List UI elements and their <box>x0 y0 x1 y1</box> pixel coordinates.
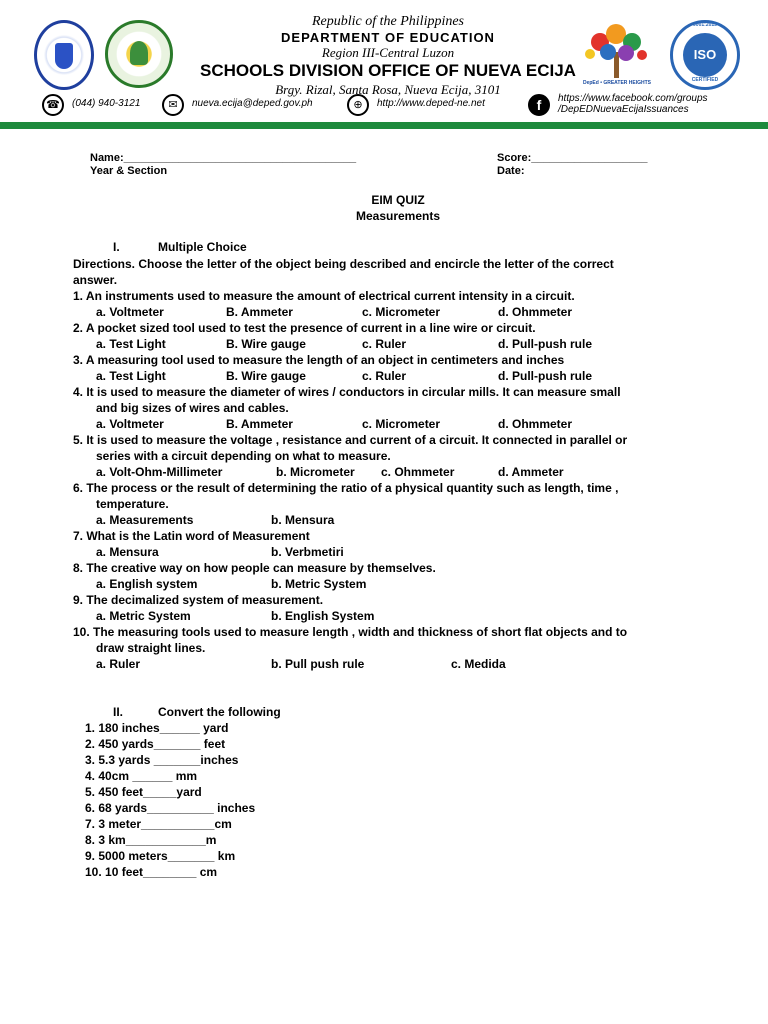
facebook-icon: f <box>528 94 550 116</box>
q5-choice-b[interactable]: b. Micrometer <box>276 465 355 479</box>
q1-choice-b[interactable]: B. Ammeter <box>226 305 293 319</box>
iso-certified-badge <box>670 20 740 90</box>
letterhead <box>0 0 768 130</box>
facebook-url-line1: https://www.facebook.com/groups <box>558 93 708 104</box>
conversion-item-9: 9. 5000 meters_______ km <box>85 849 236 863</box>
q4-choice-a[interactable]: a. Voltmeter <box>96 417 164 431</box>
iso-certified-label: CERTIFIED <box>691 77 719 83</box>
conversion-item-4: 4. 40cm ______ mm <box>85 769 198 783</box>
conversion-item-7: 7. 3 meter___________cm <box>85 817 232 831</box>
tree-logo-caption: DepEd • GREATER HEIGHTS <box>582 80 652 86</box>
q2-choice-b[interactable]: B. Wire gauge <box>226 337 306 351</box>
part2-heading: Convert the following <box>158 705 281 719</box>
q8-choice-a[interactable]: a. English system <box>96 577 198 591</box>
sdo-nueva-ecija-seal-logo <box>105 20 173 88</box>
deped-seal-logo <box>34 20 94 90</box>
republic-line: Republic of the Philippines <box>311 14 465 29</box>
q3-choice-d[interactable]: d. Pull-push rule <box>498 369 593 383</box>
letterhead-text <box>190 14 586 97</box>
date-field: Date: <box>497 165 525 177</box>
question-5-line1: 5. It is used to measure the voltage , resistance and current of a circuit. It connected in parallel or <box>73 433 628 447</box>
q1-choice-a[interactable]: a. Voltmeter <box>96 305 164 319</box>
q10-choice-b[interactable]: b. Pull push rule <box>271 657 365 671</box>
question-3: 3. A measuring tool used to measure the length of an object in centimeters and inches <box>73 353 565 367</box>
q1-choice-d[interactable]: d. Ohmmeter <box>498 305 573 319</box>
conversion-item-1: 1. 180 inches______ yard <box>85 721 229 735</box>
question-6-line2: temperature. <box>96 497 169 511</box>
question-10-line2: draw straight lines. <box>96 641 206 655</box>
q9-choice-a[interactable]: a. Metric System <box>96 609 191 623</box>
part1-heading: Multiple Choice <box>158 240 247 254</box>
tree-icon <box>578 22 656 82</box>
question-4-line1: 4. It is used to measure the diameter of wires / conductors in circular mills. It can measure small <box>73 385 621 399</box>
conversion-item-6: 6. 68 yards__________ inches <box>85 801 256 815</box>
q6-choice-a[interactable]: a. Measurements <box>96 513 194 527</box>
globe-icon: ⊕ <box>347 94 369 116</box>
header-divider-bar <box>0 122 768 129</box>
department-line: DEPARTMENT OF EDUCATION <box>281 30 495 45</box>
q5-choice-a[interactable]: a. Volt-Ohm-Millimeter <box>96 465 223 479</box>
year-section-field: Year & Section <box>90 165 168 177</box>
q2-choice-d[interactable]: d. Pull-push rule <box>498 337 593 351</box>
q3-choice-a[interactable]: a. Test Light <box>96 369 166 383</box>
part2-numeral: II. <box>113 705 124 719</box>
q8-choice-b[interactable]: b. Metric System <box>271 577 367 591</box>
phone-number: (044) 940-3121 <box>72 98 141 109</box>
office-line: SCHOOLS DIVISION OFFICE OF NUEVA ECIJA <box>200 61 576 80</box>
q3-choice-c[interactable]: c. Ruler <box>362 369 407 383</box>
facebook-url-line2: /DepEDNuevaEcijaIssuances <box>558 104 689 115</box>
q10-choice-a[interactable]: a. Ruler <box>96 657 141 671</box>
question-4-line2: and big sizes of wires and cables. <box>96 401 289 415</box>
q4-choice-b[interactable]: B. Ammeter <box>226 417 293 431</box>
conversion-item-8: 8. 3 km____________m <box>85 833 217 847</box>
directions-line1: Directions. Choose the letter of the object being described and encircle the letter of the correct <box>73 257 614 271</box>
q7-choice-b[interactable]: b. Verbmetiri <box>271 545 344 559</box>
envelope-icon: ✉ <box>162 94 184 116</box>
question-9: 9. The decimalized system of measurement. <box>73 593 324 607</box>
directions-line2: answer. <box>73 273 118 287</box>
question-5-line2: series with a circuit depending on what to measure. <box>96 449 391 463</box>
q1-choice-c[interactable]: c. Micrometer <box>362 305 441 319</box>
quiz-subtitle: Measurements <box>355 209 441 223</box>
q3-choice-b[interactable]: B. Wire gauge <box>226 369 306 383</box>
q5-choice-c[interactable]: c. Ohmmeter <box>381 465 455 479</box>
question-1: 1. An instruments used to measure the amount of electrical current intensity in a circuit. <box>73 289 575 303</box>
conversion-item-10: 10. 10 feet________ cm <box>85 865 218 879</box>
email-address[interactable]: nueva.ecija@deped.gov.ph <box>192 98 313 109</box>
region-line: Region III-Central Luzon <box>321 45 455 60</box>
question-10-line1: 10. The measuring tools used to measure length , width and thickness of short flat objects and to <box>73 625 628 639</box>
q6-choice-b[interactable]: b. Mensura <box>271 513 335 527</box>
iso-label: ISO <box>683 33 727 77</box>
name-field: Name:______________________________________ <box>90 152 357 164</box>
conversion-item-2: 2. 450 yards_______ feet <box>85 737 226 751</box>
conversion-item-5: 5. 450 feet_____yard <box>85 785 202 799</box>
question-7: 7. What is the Latin word of Measurement <box>73 529 310 543</box>
phone-icon: ☎ <box>42 94 64 116</box>
greater-heights-tree-logo <box>578 22 656 88</box>
question-8: 8. The creative way on how people can measure by themselves. <box>73 561 436 575</box>
q10-choice-c[interactable]: c. Medida <box>451 657 506 671</box>
question-2: 2. A pocket sized tool used to test the presence of current in a line wire or circuit. <box>73 321 536 335</box>
iso-standard: 9001:2015 <box>693 22 717 28</box>
conversion-item-3: 3. 5.3 yards _______inches <box>85 753 239 767</box>
q9-choice-b[interactable]: b. English System <box>271 609 375 623</box>
facebook-url[interactable] <box>558 93 708 115</box>
q7-choice-a[interactable]: a. Mensura <box>96 545 159 559</box>
quiz-title: EIM QUIZ <box>371 193 425 207</box>
part1-numeral: I. <box>113 240 120 254</box>
question-6-line1: 6. The process or the result of determining the ratio of a physical quantity such as length, time , <box>73 481 619 495</box>
q5-choice-d[interactable]: d. Ammeter <box>498 465 564 479</box>
website-url[interactable]: http://www.deped-ne.net <box>377 98 485 109</box>
contact-row <box>0 92 768 120</box>
q4-choice-d[interactable]: d. Ohmmeter <box>498 417 573 431</box>
q4-choice-c[interactable]: c. Micrometer <box>362 417 441 431</box>
q2-choice-c[interactable]: c. Ruler <box>362 337 407 351</box>
address-line: Brgy. Rizal, Santa Rosa, Nueva Ecija, 3101 <box>275 82 501 97</box>
q2-choice-a[interactable]: a. Test Light <box>96 337 166 351</box>
score-field: Score:___________________ <box>497 152 648 164</box>
